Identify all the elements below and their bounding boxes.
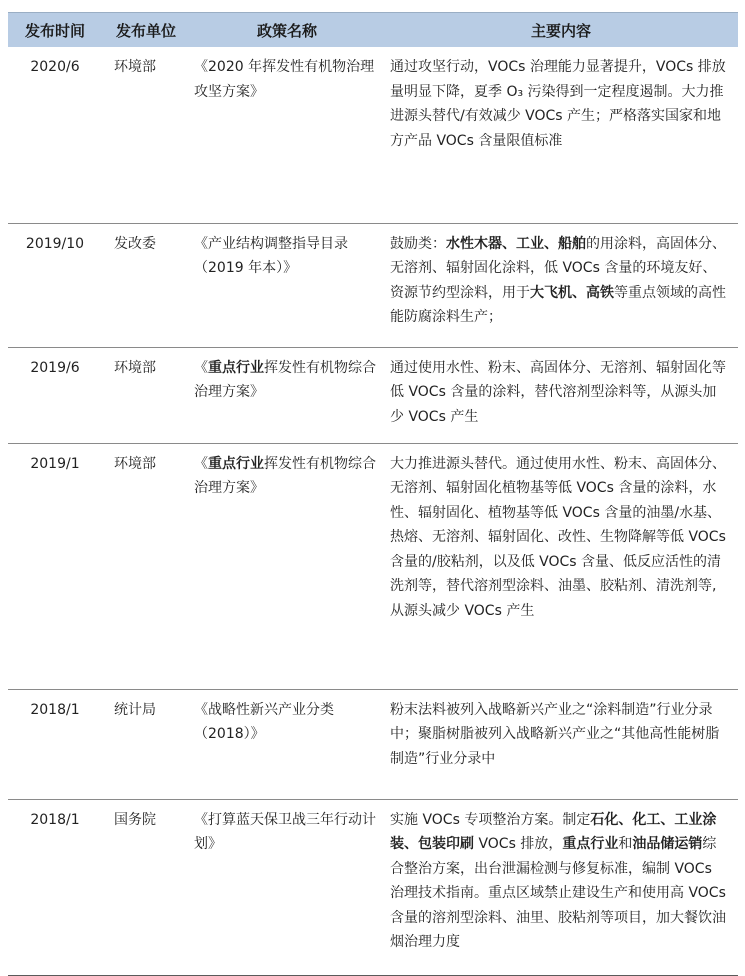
bold-text-segment: 油品储运销: [632, 836, 703, 852]
text-segment: 《2020 年挥发性有机物治理攻坚方案》: [194, 59, 375, 100]
cell-policy-name: [190, 347, 384, 443]
table-row: [8, 47, 738, 223]
text-segment: 综合整治方案，出台泄漏检测与修复标准，编制 VOCs 治理技术指南。重点区域禁止建设生产和使用高 VOCs 含量的溶剂型涂料、油里、胶粘剂等项目，加大餐饮油烟治理力度: [390, 836, 726, 950]
bold-text-segment: 大飞机、高铁: [530, 284, 614, 301]
cell-main-content: [384, 223, 738, 347]
header-date: 发布时间: [8, 13, 102, 48]
header-policy-name: 政策名称: [190, 13, 384, 48]
text-segment: 《打算蓝天保卫战三年行动计划》: [194, 811, 376, 852]
cell-unit: 环境部: [102, 443, 190, 689]
table-header-row: [8, 13, 738, 48]
cell-unit: 国务院: [102, 799, 190, 975]
text-segment: 通过使用水性、粉末、高固体分、无溶剂、辐射固化等低 VOCs 含量的涂料，替代溶剂型涂料等，从源头加少 VOCs 产生: [390, 359, 726, 425]
cell-main-content: [384, 689, 738, 799]
text-segment: 鼓励类：: [390, 235, 446, 252]
text-segment: 挥发性有机物综合治理方案》: [194, 359, 376, 400]
cell-unit: 统计局: [102, 689, 190, 799]
text-segment: 实施 VOCs 专项整治方案。制定: [390, 811, 591, 828]
policy-table: [8, 12, 738, 976]
cell-main-content: [384, 347, 738, 443]
cell-main-content: [384, 443, 738, 689]
table-row: [8, 223, 738, 347]
header-main-content: 主要内容: [384, 13, 738, 48]
cell-date: 2018/1: [8, 689, 102, 799]
cell-policy-name: [190, 47, 384, 223]
text-segment: 粉末法料被列入战略新兴产业之“涂料制造”行业分录中；聚脂树脂被列入战略新兴产业之“其他高性能树脂制造”行业分录中: [390, 701, 720, 767]
table-row: [8, 347, 738, 443]
cell-date: 2020/6: [8, 47, 102, 223]
cell-main-content: [384, 47, 738, 223]
bold-text-segment: 重点行业: [208, 455, 264, 472]
text-segment: 《: [194, 455, 208, 472]
cell-policy-name: [190, 689, 384, 799]
cell-unit: 环境部: [102, 47, 190, 223]
text-segment: 《产业结构调整指导目录（2019 年本）》: [194, 235, 348, 276]
cell-date: 2019/1: [8, 443, 102, 689]
text-segment: 通过攻坚行动，VOCs 治理能力显著提升，VOCs 排放量明显下降，夏季 O₃ 污染得到一定程度遏制。大力推进源头替代/有效减少 VOCs 产生；严格落实国家和地方产品 VOCs 含量限值标准: [390, 59, 726, 149]
cell-unit: 环境部: [102, 347, 190, 443]
cell-policy-name: [190, 223, 384, 347]
text-segment: 《战略性新兴产业分类（2018）》: [194, 701, 334, 742]
bold-text-segment: 重点行业: [208, 359, 264, 376]
cell-date: 2019/6: [8, 347, 102, 443]
bold-text-segment: 重点行业: [562, 836, 619, 852]
text-segment: VOCs 排放，: [474, 836, 563, 852]
text-segment: 挥发性有机物综合治理方案》: [194, 455, 376, 496]
bold-text-segment: 水性木器、工业、船舶: [446, 235, 586, 252]
text-segment: 大力推进源头替代。通过使用水性、粉末、高固体分、无溶剂、辐射固化植物基等低 VOCs 含量的涂料，水性、辐射固化、植物基等低 VOCs 含量的油墨/水基、热熔、无溶剂、辐射固化、改性、生物降解等低 VOCs 含量的/胶粘剂，以及低 VOCs 含量、低反应活性的清洗剂等，替代溶剂型涂料、油墨、胶粘剂、清洗剂等,从源头减少 VOCs 产生: [390, 455, 726, 619]
bold-text-segment: 石化、化工、工业涂装、包装印刷: [390, 811, 717, 852]
table-row: [8, 443, 738, 689]
table-row: [8, 689, 738, 799]
cell-policy-name: [190, 443, 384, 689]
cell-date: 2019/10: [8, 223, 102, 347]
cell-date: 2018/1: [8, 799, 102, 975]
text-segment: 和: [618, 836, 633, 852]
header-unit: 发布单位: [102, 13, 190, 48]
text-segment: 《: [194, 359, 208, 376]
text-segment: 等重点领域的高性能防腐涂料生产；: [390, 284, 726, 325]
text-segment: 的用涂料，高固体分、无溶剂、辐射固化涂料，低 VOCs 含量的环境友好、资源节约型涂料，用于: [390, 235, 726, 301]
cell-unit: 发改委: [102, 223, 190, 347]
